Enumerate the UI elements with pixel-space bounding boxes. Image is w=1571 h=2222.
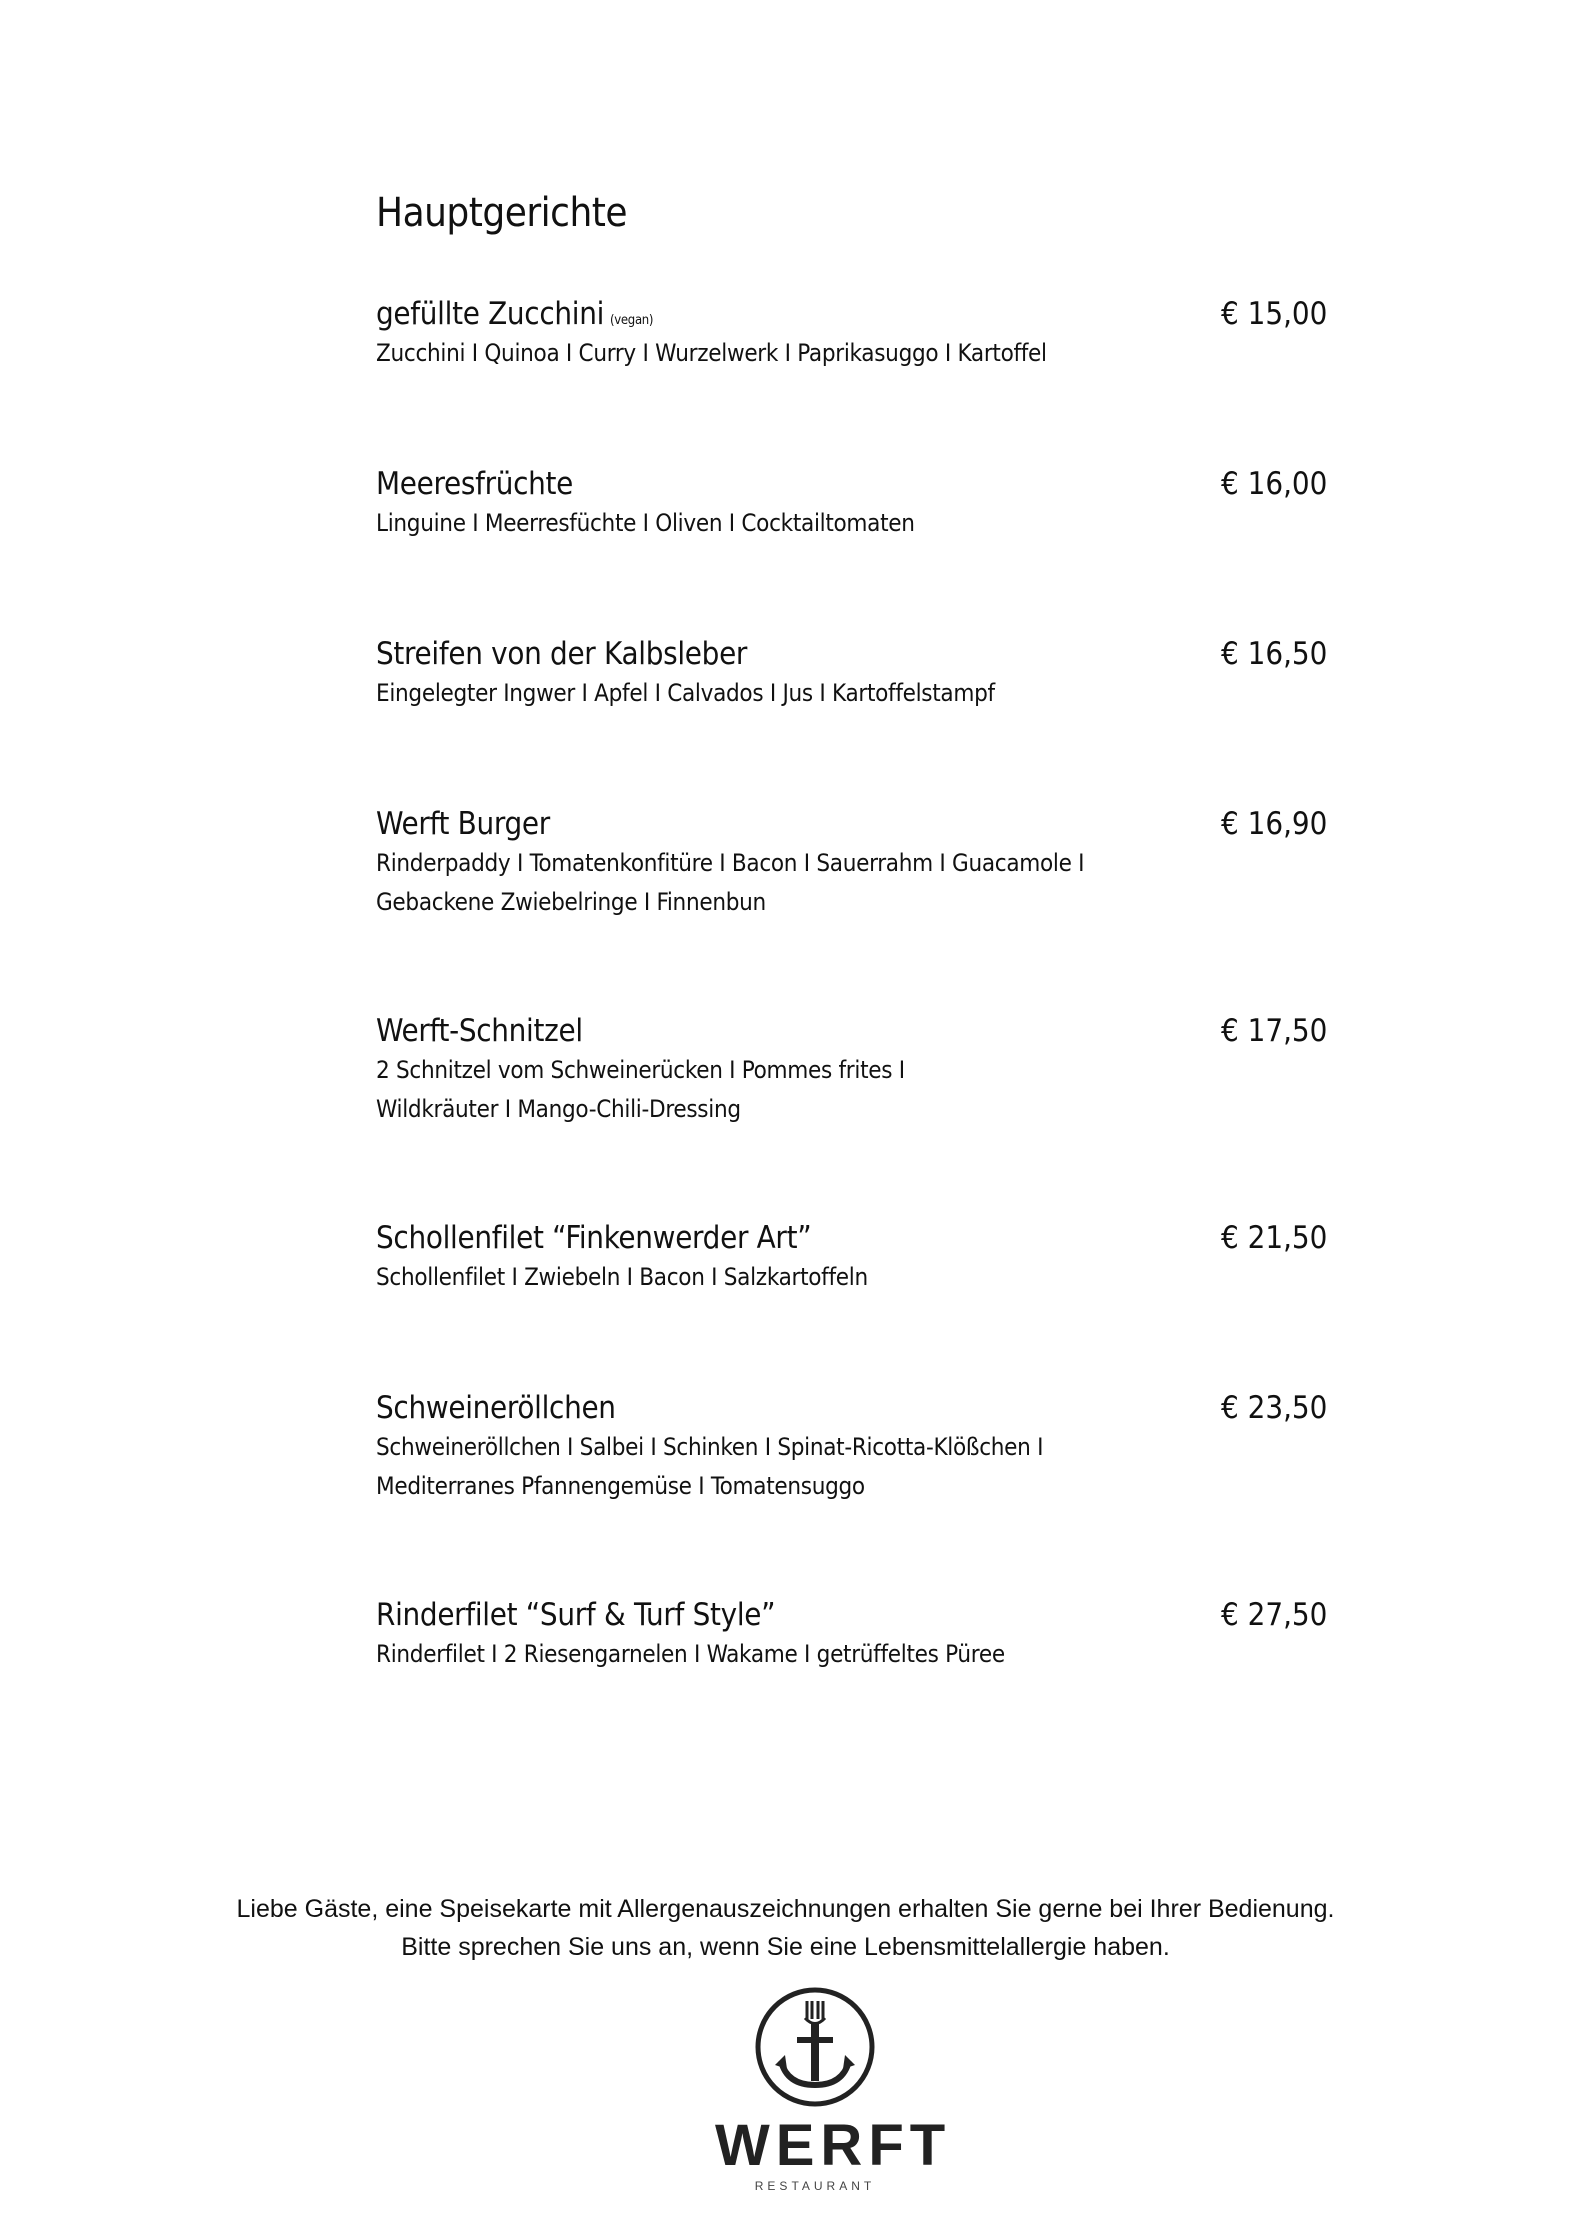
dish-price: € 27,50 [1221, 1597, 1328, 1633]
dish-name: Meeresfrüchte [376, 466, 574, 502]
dish-name: Schollenfilet “Finkenwerder Art” [376, 1220, 812, 1256]
dish [376, 1390, 1328, 1597]
dish [376, 806, 1328, 1013]
allergen-note [0, 1890, 1571, 1966]
dish-description-line: Schweineröllchen I Salbei I Schinken I Spinat-Ricotta-Klößchen I [376, 1433, 1044, 1461]
dish-description-line: Gebackene Zwiebelringe I Finnenbun [376, 888, 766, 916]
dish-price: € 15,00 [1221, 296, 1328, 332]
dish-name: Rinderfilet “Surf & Turf Style” [376, 1597, 776, 1633]
menu [376, 190, 1328, 1717]
dish-description [376, 504, 1316, 543]
dish-description-line: Wildkräuter I Mango-Chili-Dressing [376, 1095, 741, 1123]
dish-description [376, 1258, 1316, 1297]
logo-subtitle: RESTAURANT [754, 2179, 876, 2193]
dish-name: Streifen von der Kalbsleber [376, 636, 748, 672]
dish-name-text: gefüllte Zucchini [376, 296, 605, 332]
dish [376, 1597, 1328, 1717]
dish-description [376, 334, 1316, 373]
allergen-note-line: Liebe Gäste, eine Speisekarte mit Allergenauszeichnungen erhalten Sie gerne bei Ihrer Bedienung. [236, 1895, 1335, 1923]
logo-wordmark: WERFT [715, 2113, 952, 2178]
dish-description-line: 2 Schnitzel vom Schweinerücken I Pommes frites I [376, 1056, 905, 1084]
menu-title: Hauptgerichte [376, 190, 628, 236]
dish-description [376, 1635, 1316, 1674]
dish-price: € 16,90 [1221, 806, 1328, 842]
dish-name: Schweineröllchen [376, 1390, 616, 1426]
restaurant-logo [715, 1985, 952, 2193]
dish-price: € 23,50 [1221, 1390, 1328, 1426]
dish-description-line: Linguine I Meerresfüchte I Oliven I Cocktailtomaten [376, 509, 915, 537]
dish [376, 636, 1328, 806]
dish-description-line: Rinderpaddy I Tomatenkonfitüre I Bacon I Sauerrahm I Guacamole I [376, 849, 1085, 877]
allergen-note-line: Bitte sprechen Sie uns an, wenn Sie eine Lebensmittelallergie haben. [401, 1933, 1170, 1961]
dish-price: € 16,50 [1221, 636, 1328, 672]
dish [376, 1013, 1328, 1220]
dish-description-line: Schollenfilet I Zwiebeln I Bacon I Salzkartoffeln [376, 1263, 868, 1291]
dish-name: Werft Burger [376, 806, 550, 842]
dish-description-line: Eingelegter Ingwer I Apfel I Calvados I Jus I Kartoffelstampf [376, 679, 995, 707]
dish-price: € 21,50 [1221, 1220, 1328, 1256]
dish [376, 1220, 1328, 1390]
dish-price: € 16,00 [1221, 466, 1328, 502]
dish-description [376, 1051, 1316, 1129]
dish-price: € 17,50 [1221, 1013, 1328, 1049]
dish-description-line: Rinderfilet I 2 Riesengarnelen I Wakame I getrüffeltes Püree [376, 1640, 1005, 1668]
dish [376, 466, 1328, 636]
dish-note: (vegan) [610, 313, 654, 328]
anchor-fork-icon [753, 1985, 877, 2109]
dish-description [376, 844, 1316, 922]
dish-description-line: Zucchini I Quinoa I Curry I Wurzelwerk I Paprikasuggo I Kartoffel [376, 339, 1047, 367]
dish [376, 296, 1328, 466]
dish-name [376, 296, 1316, 332]
dish-description-line: Mediterranes Pfannengemüse I Tomatensuggo [376, 1472, 865, 1500]
dish-description [376, 674, 1316, 713]
dish-name: Werft-Schnitzel [376, 1013, 583, 1049]
dish-description [376, 1428, 1316, 1506]
